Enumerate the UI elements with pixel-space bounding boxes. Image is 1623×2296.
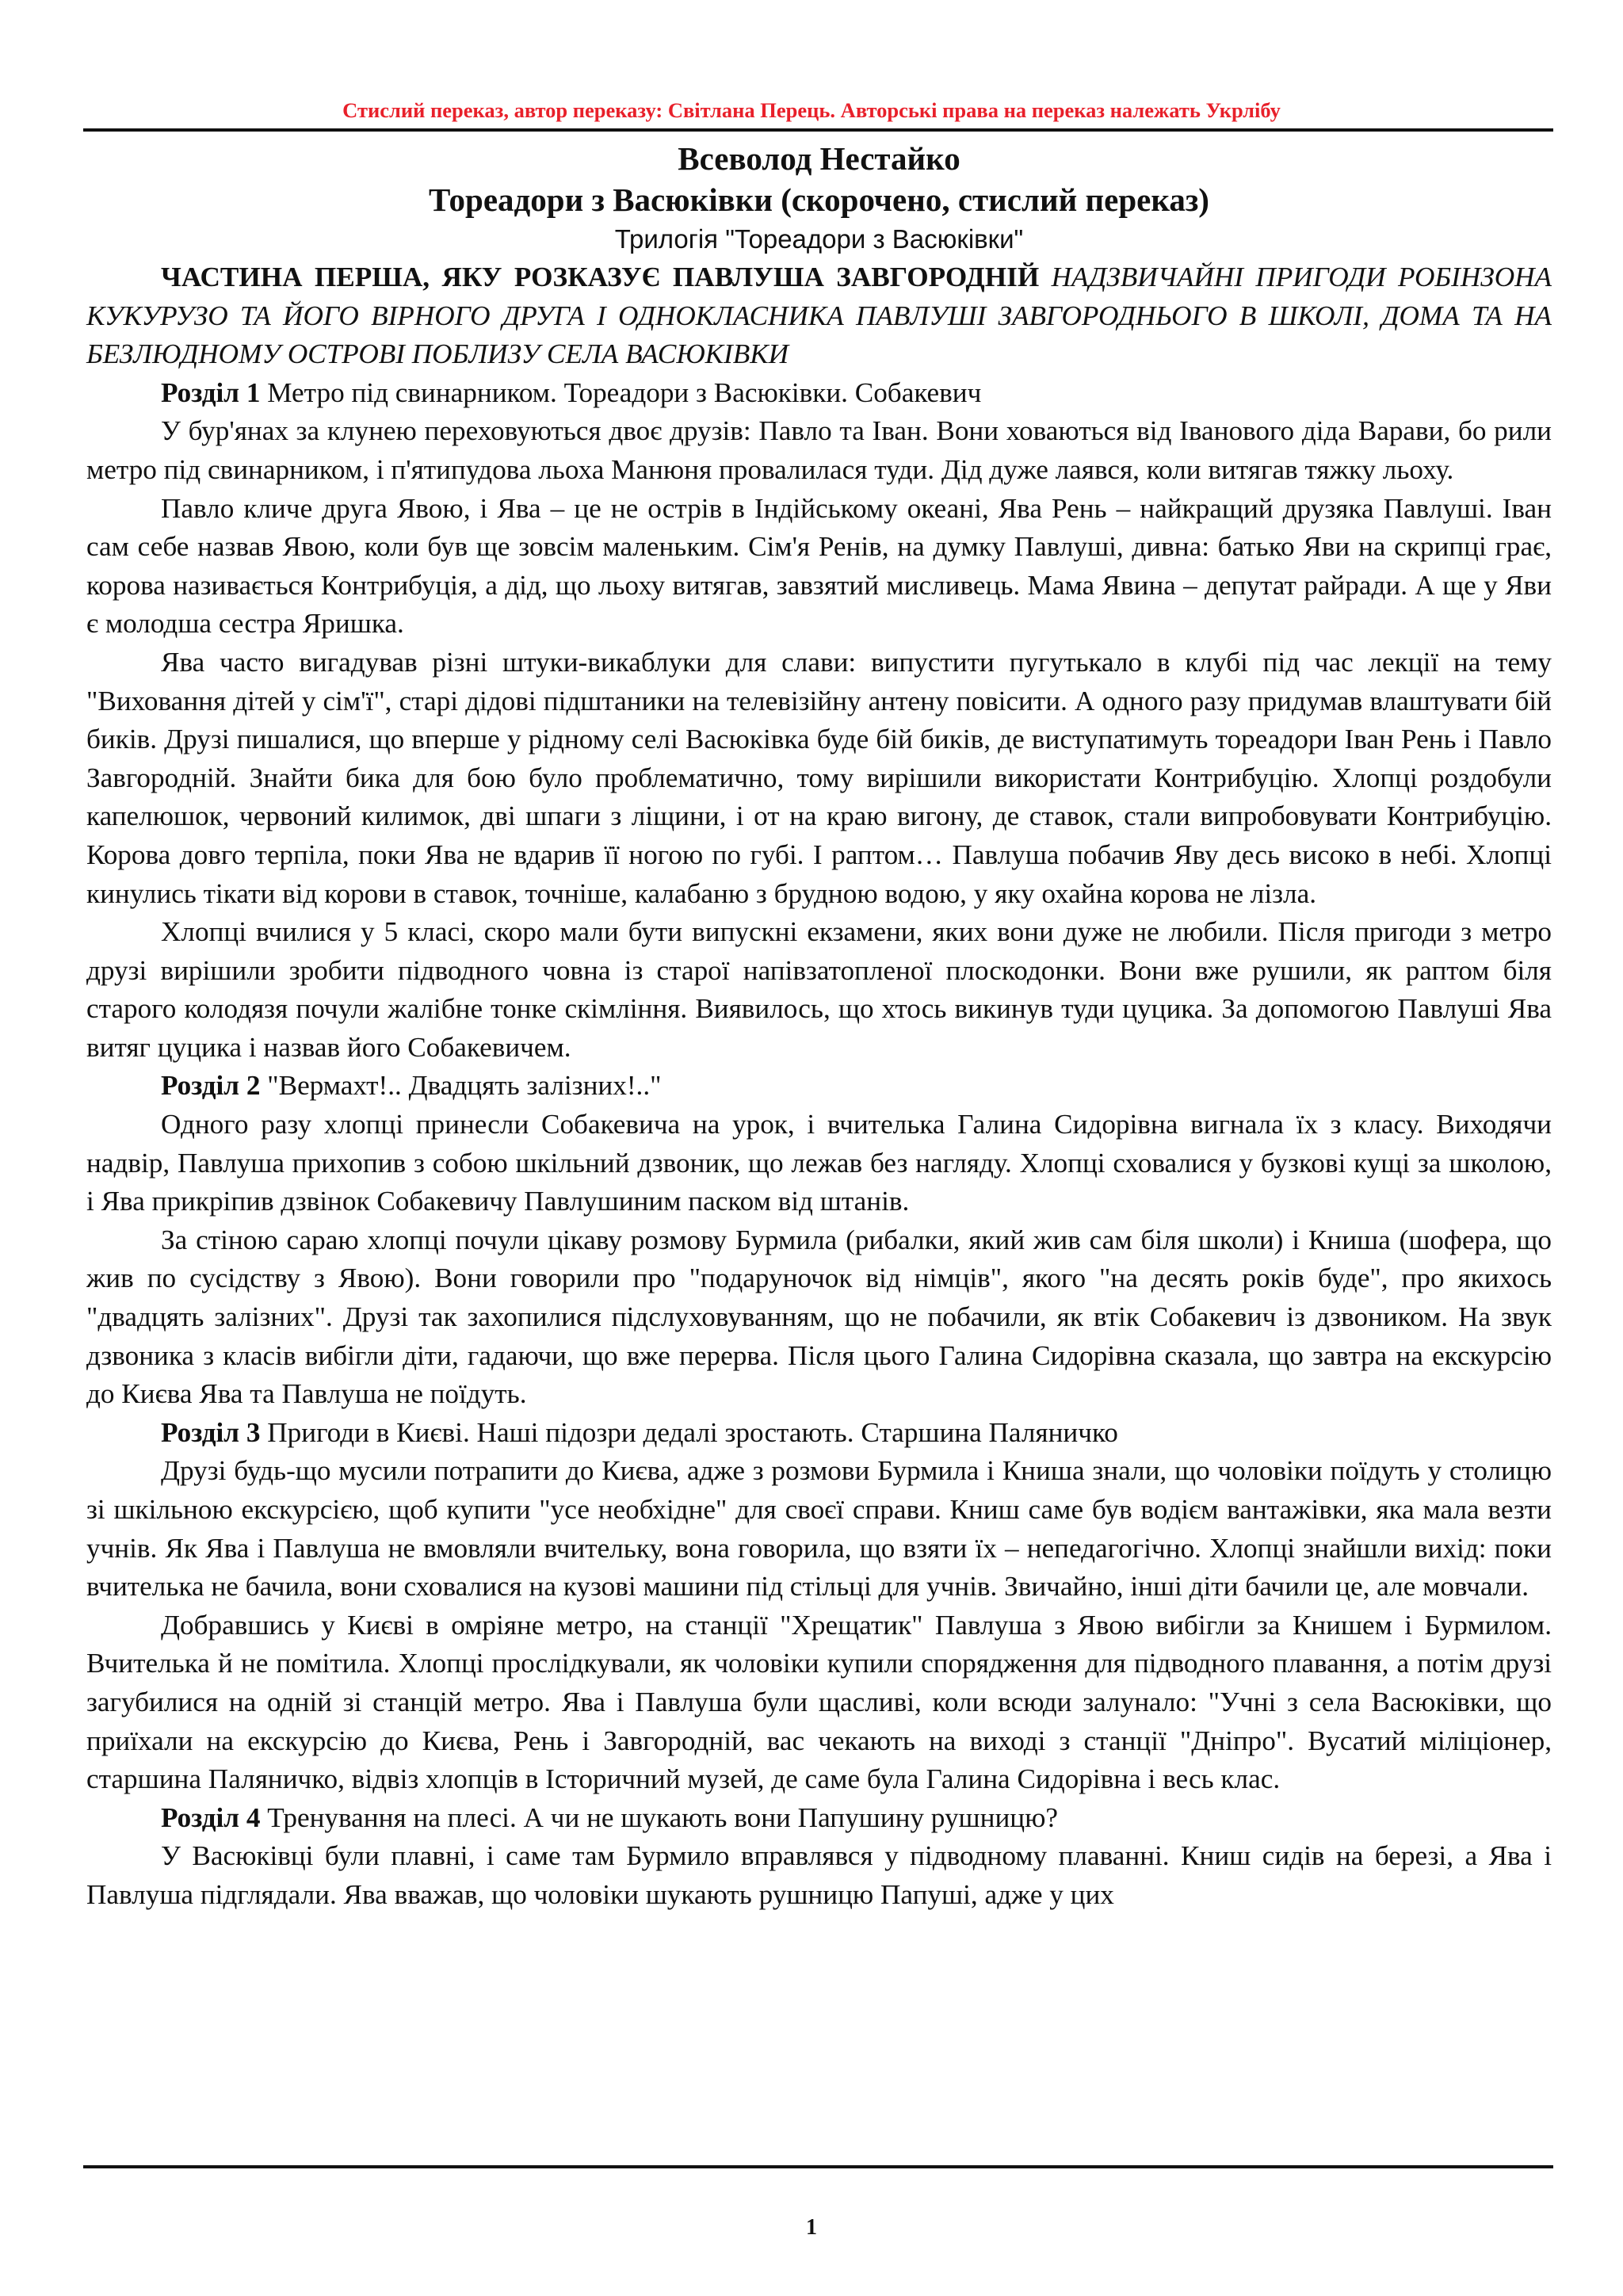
author-name: Всеволод Нестайко: [678, 140, 960, 177]
chapter-title: Пригоди в Києві. Наші підозри дедалі зростають. Старшина Паляничко: [267, 1416, 1118, 1448]
paragraph: Павло кличе друга Явою, і Ява – це не острів в Індійському океані, Ява Рень – найкращий друзяка Павлуші. Іван сам себе назвав Явою, коли був ще зовсім маленьким. Сім'я Ренів, на думку Павлуші, дивна: батько Яви на скрипці грає, корова називається Контрибуція, а дід, що льоху витягав, завзятий мисливець. Мама Явина – депутат райради. А ще у Яви є молодша сестра Яришка.: [86, 492, 1552, 640]
document-body: [86, 138, 1552, 1915]
footer-rule: [83, 2165, 1553, 2168]
chapter-label: Розділ 3: [161, 1416, 261, 1448]
paragraph: Одного разу хлопці принесли Собакевича на урок, і вчителька Галина Сидорівна вигнала їх з класу. Виходячи надвір, Павлуша прихопив з собою шкільний дзвоник, що лежав без нагляду. Хлопці сховалися у бузкові кущі за школою, і Ява прикріпив дзвінок Собакевичу Павлушиним паском від штанів.: [86, 1109, 1552, 1217]
paragraph: У Васюківці були плавні, і саме там Бурмило вправлявся у підводному плаванні. Книш сидів на березі, а Ява і Павлуша підглядали. Ява вважав, що чоловіки шукають рушницю Папуші, адже у цих: [86, 1840, 1552, 1910]
chapter-label: Розділ 2: [161, 1070, 261, 1102]
chapter-title: Тренування на плесі. А чи не шукають вони Папушину рушницю?: [267, 1801, 1059, 1833]
document-title: Тореадори з Васюківки (скорочено, стислий переказ): [429, 181, 1209, 218]
paragraph: Ява часто вигадував різні штуки-викаблуки для слави: випустити пугутькало в клубі під час лекції на тему "Виховання дітей у сім'ї", старі дідові підштаники на телевізійну антену повісити. А одного разу придумав влаштувати бій биків. Друзі пишалися, що вперше у рідному селі Васюківка буде бій биків, де виступатимуть тореадори Іван Рень і Павло Завгородній. Знайти бика для бою було проблематично, тому вирішили використати Контрибуцію. Хлопці роздобули капелюшок, червоний килимок, дві шпаги з ліщини, і от на краю вигону, де ставок, стали випробовувати Контрибуцію. Корова довго терпіла, поки Ява не вдарив її ногою по губі. І раптом… Павлуша побачив Яву десь високо в небі. Хлопці кинулись тікати від корови в ставок, точніше, калабаню з брудною водою, у яку охайна корова не лізла.: [86, 646, 1552, 909]
chapter-heading: [86, 1799, 1552, 1838]
chapter-heading: [86, 1414, 1552, 1453]
chapter-title: Метро під свинарником. Тореадори з Васюківки. Собакевич: [267, 376, 982, 408]
paragraph: Добравшись у Києві в омріяне метро, на станції "Хрещатик" Павлуша з Явою вибігли за Книшем і Бурмилом. Вчителька й не помітила. Хлопці прослідкували, як чоловіки купили спорядження для підводного плавання, а потім друзі загубилися на одній зі станцій метро. Ява і Павлуша були щасливі, коли всюди залунало: "Учні з села Васюківки, що приїхали на екскурсію до Києва, Рень і Завгородній, вас чекають на виході з станції "Дніпро". Вусатий міліціонер, старшина Паляничко, відвіз хлопців в Історичний музей, де саме була Галина Сидорівна і весь клас.: [86, 1609, 1552, 1795]
paragraph: За стіною сараю хлопці почули цікаву розмову Бурмила (рибалки, який жив сам біля школи) і Книша (шофера, що жив по сусідству з Явою). Вони говорили про "подаруночок від німців", якого "на десять років буде", про якихось "двадцять залізних". Друзі так захопилися підслуховуванням, що не побачили, як втік Собакевич із дзвоником. На звук дзвоника з класів вибігли діти, гадаючи, що вже перерва. Після цього Галина Сидорівна сказала, що завтра на екскурсію до Києва Ява та Павлуша не поїдуть.: [86, 1224, 1552, 1410]
header-rule: [83, 128, 1553, 132]
part-heading: [86, 258, 1552, 374]
chapter-title: "Вермахт!.. Двадцять залізних!..": [267, 1070, 662, 1102]
copyright-header: Стислий переказ, автор переказу: Світлана Перець. Авторські права на переказ належать Укрлібу: [342, 98, 1281, 122]
paragraph: Хлопці вчилися у 5 класі, скоро мали бути випускні екзамени, яких вони дуже не любили. Після пригоди з метро друзі вирішили зробити підводного човна із старої напівзатопленої плоскодонки. Вони вже рушили, як раптом біля старого колодязя почули жалібне тонке скімління. Виявилось, що хтось викинув туди цуцика. За допомогою Павлуші Ява витяг цуцика і назвав його Собакевичем.: [86, 916, 1552, 1063]
chapter-heading: [86, 1067, 1552, 1106]
document-subtitle: Трилогія "Тореадори з Васюківки": [614, 224, 1024, 254]
paragraph: У бур'янах за клунею переховуються двоє друзів: Павло та Іван. Вони ховаються від Іванового діда Варави, бо рили метро під свинарником, і п'ятипудова льоха Манюня провалилася туди. Дід дуже лаявся, коли витягав тяжку льоху.: [86, 415, 1552, 485]
part-heading-bold: ЧАСТИНА ПЕРША, ЯКУ РОЗКАЗУЄ ПАВЛУША ЗАВГОРОДНІЙ: [161, 262, 1040, 292]
chapter-label: Розділ 4: [161, 1801, 261, 1833]
chapter-label: Розділ 1: [161, 376, 261, 408]
paragraph: Друзі будь-що мусили потрапити до Києва, адже з розмови Бурмила і Книша знали, що чоловіки поїдуть у столицю зі шкільною екскурсією, щоб купити "усе необхідне" для своєї справи. Книш саме був водієм вантажівки, яка мала везти учнів. Як Ява і Павлуша не вмовляли вчительку, вона говорила, що взяти їх – непедагогічно. Хлопці знайшли вихід: поки вчителька не бачила, вони сховалися на кузові машини під стільці для учнів. Звичайно, інші діти бачили це, але мовчали.: [86, 1455, 1552, 1603]
page-number: 1: [806, 2215, 817, 2240]
chapter-heading: [86, 374, 1552, 413]
part-heading-italic: НАДЗВИЧАЙНІ ПРИГОДИ РОБІНЗОНА КУКУРУЗО ТА ЙОГО ВІРНОГО ДРУГА І ОДНОКЛАСНИКА ПАВЛУШІ ЗАВГОРОДНЬОГО В ШКОЛІ, ДОМА ТА НА БЕЗЛЮДНОМУ ОСТРОВІ ПОБЛИЗУ СЕЛА ВАСЮКІВКИ: [86, 262, 1552, 370]
